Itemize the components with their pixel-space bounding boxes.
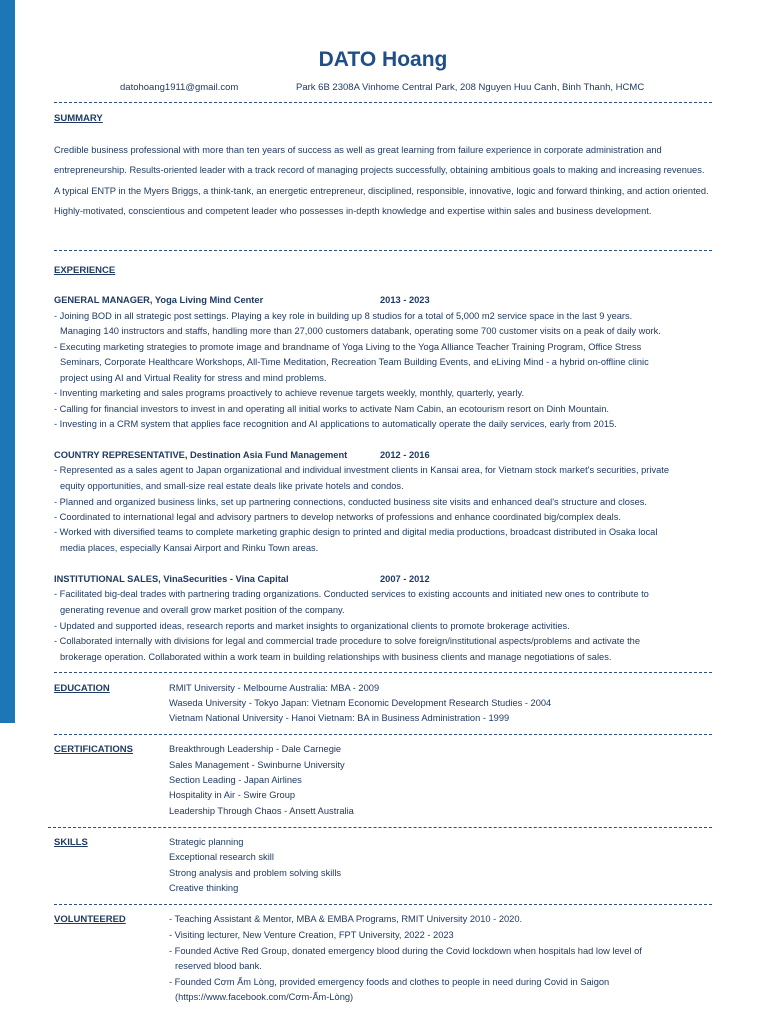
job-dates: 2013 - 2023 <box>380 295 430 305</box>
job-line: - Calling for financial investors to invest in and operating all initial works to activate Nam Cabin, an ecotourism resort on Dinh Mountain. <box>54 404 609 414</box>
email-address: datohoang1911@gmail.com <box>120 82 239 93</box>
job-line: - Joining BOD in all strategic post settings. Playing a key role in building up 8 studios for a total of 5,000 m2 service space in the last 9 years. <box>54 311 633 321</box>
volunteered-heading: VOLUNTEERED <box>54 914 126 925</box>
candidate-name: DATO Hoang <box>318 48 448 71</box>
job-line: equity opportunities, and small-size real estate deals like private hotels and condos. <box>60 481 404 491</box>
job-line: Managing 140 instructors and staffs, handling more than 27,000 customers databank, operating some 700 customer visits on a peak of daily work. <box>60 326 661 336</box>
divider <box>54 102 712 103</box>
home-address: Park 6B 2308A Vinhome Central Park, 208 Nguyen Huu Canh, Binh Thanh, HCMC <box>296 82 645 93</box>
job-line: - Coordinated to international legal and advisory partners to develop networks of professions and enhance coordinated big/complex deals. <box>54 512 621 522</box>
job-line: brokerage operation. Collaborated within a work team in building relationships with business clients and manage negotiations of sales. <box>60 652 612 662</box>
job-line: - Represented as a sales agent to Japan organizational and individual investment clients in Kansai area, for Vietnam stock market's securities, private <box>54 465 670 475</box>
divider <box>54 734 712 735</box>
job-line: - Inventing marketing and sales programs proactively to achieve revenue targets weekly, monthly, quarterly, yearly. <box>54 388 525 398</box>
job-line: - Planned and organized business links, set up partnering connections, conducted business site visits and enhanced deal's structure and closes. <box>54 497 648 507</box>
skill-item: Exceptional research skill <box>169 852 274 862</box>
job-line: - Updated and supported ideas, research reports and market insights to organizational clients to promote brokerage activities. <box>54 621 570 631</box>
job-title: GENERAL MANAGER, Yoga Living Mind Center <box>54 295 264 305</box>
job-line: Seminars, Corporate Healthcare Workshops, All-Time Meditation, Recreation Team Building Events, and eLiving Mind - a hybrid on-offline clinic <box>60 357 649 367</box>
job-line: - Facilitated big-deal trades with partnering trading organizations. Conducted services to existing accounts and initiated new ones to contribute to <box>54 589 649 599</box>
skill-item: Strong analysis and problem solving skills <box>169 868 342 878</box>
job-line: - Investing in a CRM system that applies face recognition and AI applications to automatically operate the daily services, early from 2015. <box>54 419 617 429</box>
divider <box>54 904 712 905</box>
volunteer-item: - Visiting lecturer, New Venture Creation, FPT University, 2022 - 2023 <box>169 930 454 940</box>
certifications-heading: CERTIFICATIONS <box>54 744 133 755</box>
volunteer-item: - Founded Cơm Ấm Lòng, provided emergency foods and clothes to people in need during Covid in Saigon <box>169 977 610 987</box>
certification-item: Sales Management - Swinburne University <box>169 760 345 770</box>
skill-item: Creative thinking <box>169 883 239 893</box>
summary-text: Credible business professional with more than ten years of success as well as great learning from failure experience in corporate administration and entrepreneurship. Results-oriented leader with a track record of managing projects successfully, obtaining ambitious goals to making and increasing revenues. A typical ENTP in the Myers Briggs, a think-tank, an energetic entrepreneur, disciplined, responsible, innovative, logic and forward thinking, and action oriented. Highly-motivated, conscientious and competent leader who possesses in-depth knowledge and expertise within sales and business development. <box>54 145 709 217</box>
job-line: project using AI and Virtual Reality for stress and mind problems. <box>60 373 327 383</box>
divider <box>48 827 712 828</box>
volunteer-link[interactable]: (https://www.facebook.com/Cơm-Ấm-Lòng) <box>175 992 354 1002</box>
job-dates: 2007 - 2012 <box>380 574 430 584</box>
divider <box>54 250 712 251</box>
job-line: - Worked with diversified teams to complete marketing graphic design to printed and digital media productions, broadcast distributed in Osaka local <box>54 527 658 537</box>
certification-item: Hospitality in Air - Swire Group <box>169 790 296 800</box>
job-line: - Executing marketing strategies to promote image and brandname of Yoga Living to the Yoga Alliance Teacher Training Program, Office Stress <box>54 342 642 352</box>
job-title: COUNTRY REPRESENTATIVE, Destination Asia Fund Management <box>54 450 348 460</box>
job-line: generating revenue and overall grow market position of the company. <box>60 605 345 615</box>
divider <box>54 672 712 673</box>
job-title: INSTITUTIONAL SALES, VinaSecurities - Vina Capital <box>54 574 289 584</box>
education-item: Vietnam National University - Hanoi Vietnam: BA in Business Administration - 1999 <box>169 713 510 723</box>
volunteer-item: reserved blood bank. <box>175 961 262 971</box>
summary-heading: SUMMARY <box>54 113 103 124</box>
skills-heading: SKILLS <box>54 837 88 848</box>
education-item: RMIT University - Melbourne Australia: MBA - 2009 <box>169 683 380 693</box>
volunteer-item: - Teaching Assistant & Mentor, MBA & EMBA Programs, RMIT University 2010 - 2020. <box>169 914 523 924</box>
certification-item: Breakthrough Leadership - Dale Carnegie <box>169 744 342 754</box>
left-accent-bar <box>0 0 15 723</box>
education-heading: EDUCATION <box>54 683 110 694</box>
job-dates: 2012 - 2016 <box>380 450 430 460</box>
job-line: - Collaborated internally with divisions for legal and commercial trade procedure to solve foreign/institutional aspects/problems and activate the <box>54 636 641 646</box>
job-line: media places, especially Kansai Airport and Rinku Town areas. <box>60 543 319 553</box>
skill-item: Strategic planning <box>169 837 244 847</box>
certification-item: Section Leading - Japan Airlines <box>169 775 302 785</box>
certification-item: Leadership Through Chaos - Ansett Australia <box>169 806 354 816</box>
education-item: Waseda University - Tokyo Japan: Vietnam Economic Development Research Studies - 2004 <box>169 698 552 708</box>
experience-heading: EXPERIENCE <box>54 265 116 276</box>
volunteer-item: - Founded Active Red Group, donated emergency blood during the Covid lockdown when hospitals had low level of <box>169 946 642 956</box>
